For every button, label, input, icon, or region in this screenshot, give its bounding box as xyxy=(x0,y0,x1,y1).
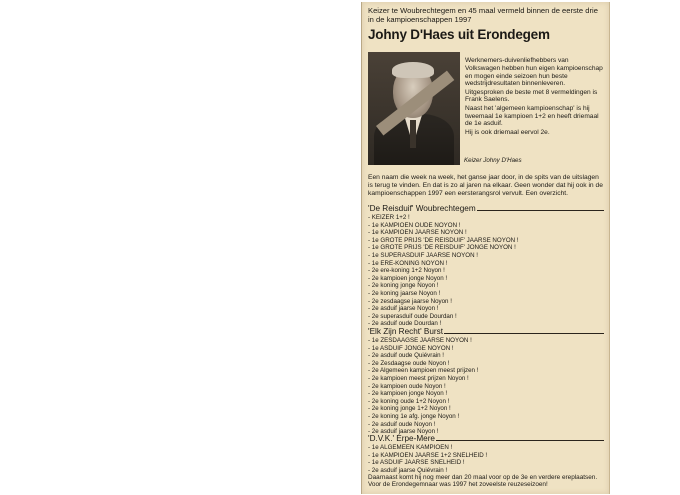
list-item: - 2e Algemeen kampioen meest prijzen ! xyxy=(368,367,479,375)
closing-paragraph: Daarnaast komt hij nog meer dan 20 maal voor op de 3e en verdere ereplaatsen. Voor de Erondegemnaar was 1997 het zoveelste reuzeseizoen! xyxy=(368,474,598,489)
list-item: - 2e asduif jaarse Noyon ! xyxy=(368,305,439,313)
list-item: - 2e koning 1e afg. jonge Noyon ! xyxy=(368,412,460,420)
section-de-reisduif xyxy=(368,204,604,328)
intro-paragraph: Uitgesproken de beste met 8 vermeldingen is Frank Saelens. xyxy=(465,88,598,104)
achievement-list xyxy=(368,444,604,474)
list-item: - 1e KAMPIOEN JAARSE NOYON ! xyxy=(368,229,467,237)
achievement-list xyxy=(368,337,604,436)
portrait-photo xyxy=(368,52,460,165)
list-item: - 2e ere-koning 1+2 Noyon ! xyxy=(368,267,445,275)
list-item: - 1e ASDUIF JAARSE SNELHEID ! xyxy=(368,459,465,467)
list-item: - 2e koning jonge Noyon ! xyxy=(368,282,439,290)
list-item: - 2e koning jaarse Noyon ! xyxy=(368,289,441,297)
newspaper-clipping xyxy=(361,2,610,494)
list-item: - 1e ZESDAAGSE JAARSE NOYON ! xyxy=(368,337,472,344)
list-item: - 2e asduif oude Dourdan ! xyxy=(368,320,442,328)
list-item: - 2e asduif jaarse Quiévrain ! xyxy=(368,466,448,474)
list-item: - 2e asduif oude Noyon ! xyxy=(368,420,436,428)
list-item: - 2e kampioen oude Noyon ! xyxy=(368,382,446,390)
list-item: - 2e koning oude 1+2 Noyon ! xyxy=(368,397,450,405)
achievement-list xyxy=(368,214,604,328)
section-elk-zijn-recht xyxy=(368,327,604,436)
list-item: - 1e GROTE PRIJS 'DE REISDUIF' JONGE NOYON ! xyxy=(368,244,516,252)
list-item: - 2e asduif jaarse Noyon ! xyxy=(368,428,439,436)
list-item: - 1e KAMPIOEN OUDE NOYON ! xyxy=(368,221,461,229)
list-item: - KEIZER 1+2 ! xyxy=(368,214,410,221)
intro-paragraph: Hij is ook driemaal eervol 2e. xyxy=(465,128,550,136)
list-item: - 2e superasduif oude Dourdan ! xyxy=(368,312,457,320)
headline: Johny D'Haes uit Erondegem xyxy=(368,27,550,42)
list-item: - 2e kampioen meest prijzen Noyon ! xyxy=(368,374,469,382)
list-item: - 2e Zesdaagse oude Noyon ! xyxy=(368,359,450,367)
list-item: - 2e zesdaagse jaarse Noyon ! xyxy=(368,297,452,305)
list-item: - 1e ALGEMEEN KAMPIOEN ! xyxy=(368,444,453,451)
section-dvk-erpe-mere xyxy=(368,434,604,474)
photo-caption: Keizer Johny D'Haes xyxy=(464,157,522,164)
section-title: 'De Reisduif' Woubrechtegem xyxy=(368,204,476,213)
list-item: - 1e ERE-KONING NOYON ! xyxy=(368,259,448,267)
section-title: 'Elk Zijn Recht' Burst xyxy=(368,327,444,336)
intro-text xyxy=(465,57,603,137)
list-item: - 2e asduif oude Quiévrain ! xyxy=(368,352,445,360)
list-item: - 1e SUPERASDUIF JAARSE NOYON ! xyxy=(368,251,479,259)
intro-paragraph: Werknemers-duivenliefhebbers van Volkswagen hebben hun eigen kampioenschap en mogen einde seizoen hun beste wedstrijdresultaten binnenleveren. xyxy=(465,57,603,88)
list-item: - 1e KAMPIOEN JAARSE 1+2 SNELHEID ! xyxy=(368,451,488,459)
list-item: - 1e GROTE PRIJS 'DE REISDUIF' JAARSE NOYON ! xyxy=(368,236,519,244)
list-item: - 2e kampioen jonge Noyon ! xyxy=(368,390,448,398)
section-title: 'D.V.K.' Erpe-Mere xyxy=(368,434,435,443)
body-paragraph: Een naam die week na week, het ganse jaar door, in de spits van de uitslagen is terug te vinden. En dat is zo al jaren na elkaar. Geen wonder dat hij ook in de kampioenschappen 1997 een eersterangsrol vervult. Een overzicht. xyxy=(368,174,603,197)
list-item: - 1e ASDUIF JONGE NOYON ! xyxy=(368,344,454,352)
list-item: - 2e koning jonge 1+2 Noyon ! xyxy=(368,405,451,413)
list-item: - 2e kampioen jonge Noyon ! xyxy=(368,274,448,282)
kicker-text: Keizer te Woubrechtegem en 45 maal vermeld binnen de eerste drie in de kampioenschappen 1997 xyxy=(368,6,598,24)
intro-paragraph: Naast het 'algemeen kampioenschap' is hij tweemaal 1e kampioen 1+2 en heeft driemaal de 1e asduif. xyxy=(465,104,599,128)
